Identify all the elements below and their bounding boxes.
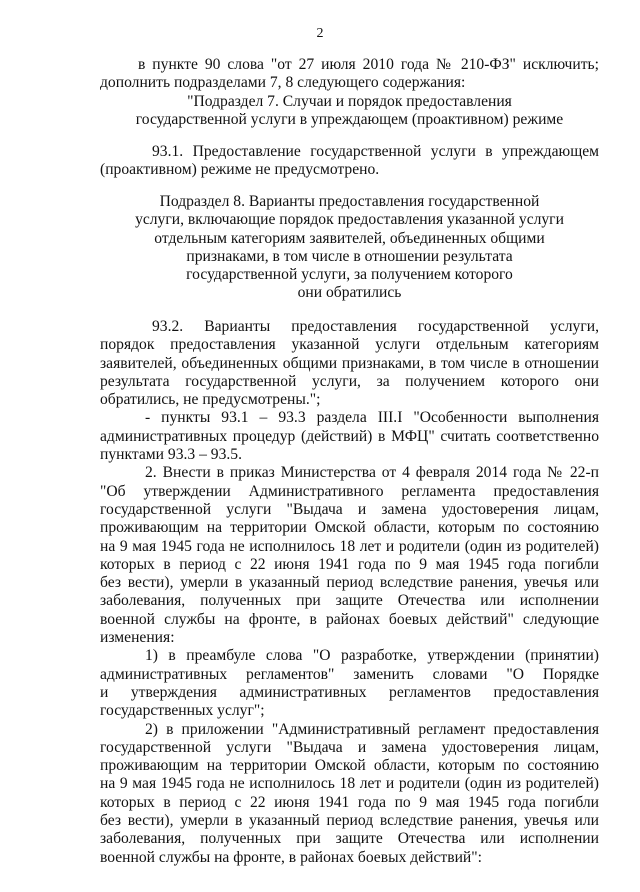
intro-line: "Подраздел 7. Случаи и порядок предоставления [187, 92, 512, 110]
paragraph-93-1 [100, 143, 599, 180]
body-line: результата государственной услуги, за получением которого они [100, 372, 599, 390]
heading-line: они обратились [297, 284, 402, 302]
body-line: заявителей, объединенных общими признаками, в том числе в отношении [100, 354, 599, 372]
heading-line: Подраздел 8. Варианты предоставления государственной [159, 193, 540, 210]
heading-line: отдельным категориям заявителей, объединенных общими [154, 229, 545, 247]
body-line: 2) в приложении "Административный регламент предоставления [145, 720, 599, 738]
body-line: "Об утверждении Административного регламента предоставления [100, 482, 599, 500]
body-line: 1) в преамбуле слова "О разработке, утверждении (принятии) [145, 647, 599, 665]
paragraph-line: 93.1. Предоставление государственной услуги в упреждающем [152, 143, 599, 160]
body-line: на 9 мая 1945 года не исполнилось 18 лет и родители (один из родителей) [100, 775, 599, 793]
body-line: - пункты 93.1 – 93.3 раздела III.I "Особенности выполнения [145, 409, 599, 427]
body-line: заболевания, полученных при защите Отечества или исполнении [100, 830, 599, 848]
intro-line: дополнить подразделами 7, 8 следующего содержания: [100, 74, 466, 92]
heading-line: услуги, включающие порядок предоставления указанной услуги [135, 211, 564, 229]
body-line: 2. Внести в приказ Министерства от 4 февраля 2014 года № 22-п [145, 464, 599, 482]
heading-line: государственной услуги, за получением которого [186, 266, 513, 284]
paragraph-line: (проактивном) режиме не предусмотрено. [100, 161, 380, 179]
body-line: военной службы на фронте, в районах боевых действий" следующие [100, 610, 599, 628]
body-line: обратились, не предусмотрены."; [100, 391, 321, 409]
body-line: и утверждения административных регламентов предоставления [100, 683, 599, 701]
body-line: без вести), умерли в указанный период вследствие ранения, увечья или [100, 812, 599, 830]
body-line: 93.2. Варианты предоставления государственной услуги, [152, 318, 599, 335]
body-line: пунктами 93.3 – 93.5. [100, 446, 242, 464]
body-line: военной службы на фронте, в районах боевых действий": [100, 848, 482, 866]
subsection-8-heading [100, 193, 599, 303]
body-text [100, 318, 599, 867]
body-line: проживающим на территории Омской области, которым по состоянию [100, 519, 599, 537]
body-line: без вести), умерли в указанный период вследствие ранения, увечья или [100, 574, 599, 592]
body-line: которых в период с 22 июня 1941 года по 9 мая 1945 года погибли [100, 793, 599, 811]
body-line: государственной услуги "Выдача и замена удостоверения лицам, [100, 738, 599, 756]
body-line: изменения: [100, 629, 175, 647]
body-line: административных регламентов" заменить словами "О Порядке [100, 665, 599, 683]
body-line: заболевания, полученных при защите Отечества или исполнении [100, 592, 599, 610]
body-line: государственной услуги "Выдача и замена удостоверения лицам, [100, 500, 599, 518]
intro-section [100, 56, 599, 129]
intro-line: государственной услуги в упреждающем (проактивном) режиме [135, 110, 564, 128]
heading-line: признаками, в том числе в отношении результата [186, 247, 513, 265]
body-line: которых в период с 22 июня 1941 года по 9 мая 1945 года погибли [100, 555, 599, 573]
body-line: порядок предоставления указанной услуги отдельным категориям [100, 336, 599, 354]
body-line: проживающим на территории Омской области, которым по состоянию [100, 757, 599, 775]
body-line: на 9 мая 1945 года не исполнилось 18 лет и родители (один из родителей) [100, 537, 599, 555]
body-line: административных процедур (действий) в МФЦ" считать соответственно [100, 427, 599, 445]
body-line: государственных услуг"; [100, 702, 265, 720]
intro-line: в пункте 90 слова "от 27 июля 2010 года № 210-ФЗ" исключить; [138, 56, 599, 73]
page-number: 2 [316, 26, 324, 41]
